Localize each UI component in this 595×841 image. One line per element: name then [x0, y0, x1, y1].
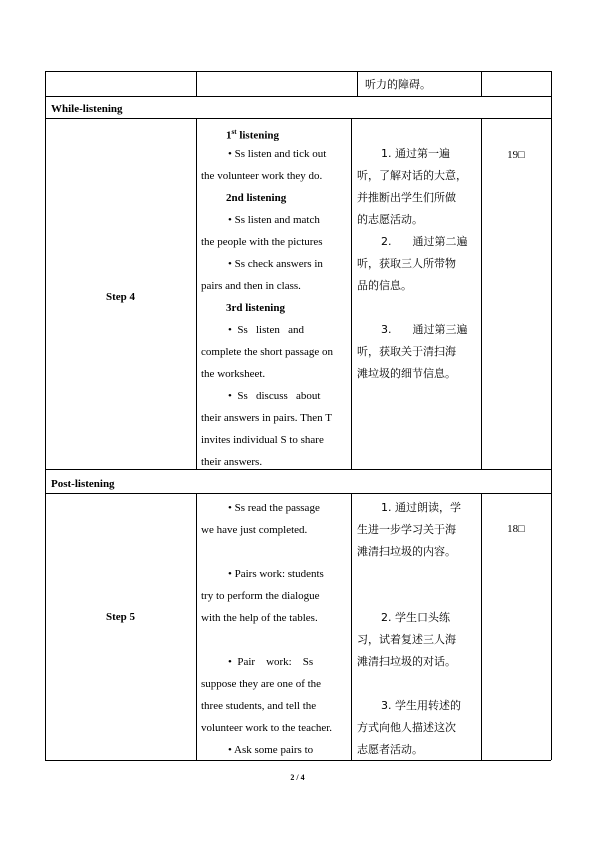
purpose-text: 1. 通过第一遍	[381, 147, 450, 160]
activity-line: with the help of the tables.	[201, 612, 318, 624]
activity-line: we have just completed.	[201, 524, 308, 536]
activity-line: • Ask some pairs to	[228, 744, 314, 756]
purpose-text: 生进一步学习关于海	[357, 523, 456, 536]
purpose-text: 听力的障碍。	[365, 78, 431, 91]
table-border-right	[551, 71, 552, 760]
activity-line: • Ss read the passage	[228, 502, 320, 514]
table-col-divider	[351, 493, 352, 760]
table-border	[45, 469, 551, 470]
purpose-text: 习，试着复述三人海	[357, 633, 456, 646]
table-border-left	[45, 71, 46, 760]
listening-heading: 3rd listening	[226, 302, 285, 314]
activity-line: try to perform the dialogue	[201, 590, 320, 602]
purpose-text: 1. 通过朗读，学	[381, 501, 461, 514]
listening-heading: 2nd listening	[226, 192, 287, 204]
activity-line: suppose they are one of the	[201, 678, 322, 690]
table-border	[45, 493, 551, 494]
activity-line: • Ss listen and	[228, 324, 304, 336]
activity-line: pairs and then in class.	[201, 280, 301, 292]
activity-line: volunteer work to the teacher.	[201, 722, 333, 734]
table-col-divider	[481, 118, 482, 469]
purpose-text: 方式向他人描述这次	[357, 721, 456, 734]
purpose-text: 3. 通过第三遍	[381, 323, 468, 336]
table-border-top	[45, 71, 551, 72]
table-col-divider	[196, 493, 197, 760]
purpose-text: 3. 学生用转述的	[381, 699, 461, 712]
activity-line: three students, and tell the	[201, 700, 317, 712]
purpose-text: 2. 通过第二遍	[381, 235, 468, 248]
activity-line: their answers.	[201, 456, 263, 468]
activity-line: • Ss listen and match	[228, 214, 320, 226]
purpose-text: 品的信息。	[357, 279, 412, 292]
purpose-text: 听，获取三人所带物	[357, 257, 456, 270]
purpose-text: 听，了解对话的大意，	[357, 169, 467, 182]
activity-line: their answers in pairs. Then T	[201, 412, 332, 424]
listening-heading: 1st listening	[226, 128, 280, 142]
time-value: 19□	[507, 149, 525, 161]
purpose-text: 听，获取关于清扫海	[357, 345, 456, 358]
table-col-divider	[196, 71, 197, 96]
section-title-while-listening: While-listening	[51, 103, 123, 115]
purpose-text: 滩垃圾的细节信息。	[357, 367, 456, 380]
activity-line: • Pair work: Ss	[228, 656, 314, 668]
activity-line: • Ss check answers in	[228, 258, 323, 270]
table-col-divider	[196, 118, 197, 469]
purpose-text: 志愿者活动。	[357, 743, 423, 756]
page-number: 2 / 4	[290, 773, 305, 782]
time-value: 18□	[507, 523, 525, 535]
table-border	[45, 96, 551, 97]
purpose-text: 并推断出学生们所做	[357, 191, 456, 204]
table-col-divider	[481, 71, 482, 96]
purpose-text: 滩清扫垃圾的对话。	[357, 655, 456, 668]
table-col-divider	[351, 118, 352, 469]
activity-line: • Ss listen and tick out	[228, 148, 327, 160]
activity-line: complete the short passage on	[201, 346, 333, 358]
table-col-divider	[357, 71, 358, 96]
purpose-text: 滩清扫垃圾的内容。	[357, 545, 456, 558]
purpose-text: 2. 学生口头练	[381, 611, 450, 624]
table-border	[45, 118, 551, 119]
step-label: Step 5	[105, 611, 136, 623]
activity-line: the people with the pictures	[201, 236, 323, 248]
activity-line: the volunteer work they do.	[201, 170, 323, 182]
step-label: Step 4	[105, 291, 136, 303]
activity-line: • Pairs work: students	[228, 568, 324, 580]
activity-line: invites individual S to share	[201, 434, 324, 446]
activity-line: • Ss discuss about	[228, 390, 321, 402]
activity-line: the worksheet.	[201, 368, 266, 380]
purpose-text: 的志愿活动。	[357, 213, 423, 226]
section-title-post-listening: Post-listening	[51, 478, 115, 490]
